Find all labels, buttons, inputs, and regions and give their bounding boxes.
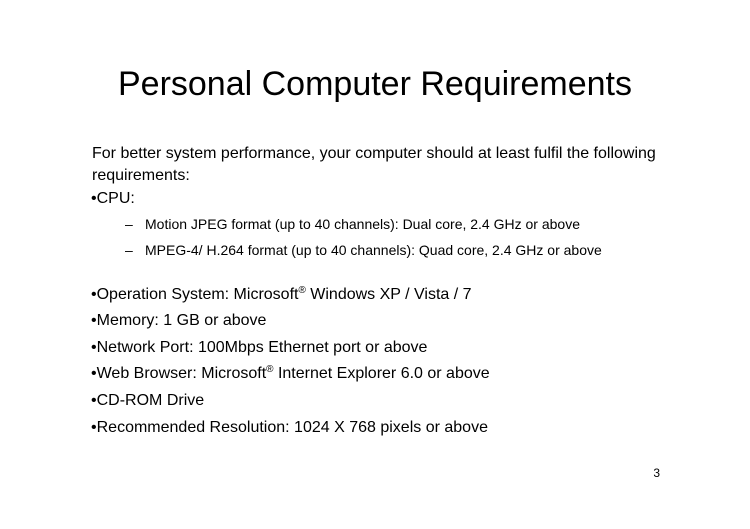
registered-mark: ® — [266, 364, 274, 375]
bullet-marker: • — [91, 312, 97, 329]
bullet-browser — [91, 364, 490, 384]
browser-text-after: Internet Explorer 6.0 or above — [273, 365, 490, 382]
intro-text: For better system performance, your computer should at least fulfil the following requirements: — [92, 145, 656, 184]
resolution-text: Recommended Resolution: 1024 X 768 pixels or above — [96, 419, 488, 436]
cpu-item-mjpeg — [125, 215, 665, 234]
bullet-memory — [91, 311, 266, 331]
dash-marker: – — [125, 216, 133, 232]
registered-mark: ® — [298, 285, 306, 296]
browser-text-before: Web Browser: Microsoft — [96, 365, 267, 382]
page-number: 3 — [653, 466, 660, 480]
dash-marker: – — [125, 242, 133, 258]
bullet-resolution — [91, 418, 488, 438]
cpu-item-h264 — [125, 241, 665, 260]
bullet-os — [91, 285, 472, 305]
bullet-marker: • — [91, 339, 97, 356]
cpu-item-text: MPEG-4/ H.264 format (up to 40 channels): Quad core, 2.4 GHz or above — [145, 242, 602, 258]
os-text-after: Windows XP / Vista / 7 — [305, 286, 472, 303]
memory-text: Memory: 1 GB or above — [96, 312, 267, 329]
network-text: Network Port: 100Mbps Ethernet port or above — [96, 339, 428, 356]
cpu-label: CPU: — [96, 190, 135, 207]
bullet-cpu — [91, 189, 135, 209]
bullet-marker: • — [91, 190, 97, 207]
bullet-marker: • — [91, 419, 97, 436]
bullet-marker: • — [91, 365, 97, 382]
os-text-before: Operation System: Microsoft — [96, 286, 299, 303]
slide-title: Personal Computer Requirements — [117, 65, 633, 103]
bullet-marker: • — [91, 286, 97, 303]
bullet-network — [91, 338, 427, 358]
bullet-marker: • — [91, 392, 97, 409]
bullet-cdrom — [91, 391, 204, 411]
cdrom-text: CD-ROM Drive — [96, 392, 205, 409]
cpu-item-text: Motion JPEG format (up to 40 channels): Dual core, 2.4 GHz or above — [145, 216, 580, 232]
